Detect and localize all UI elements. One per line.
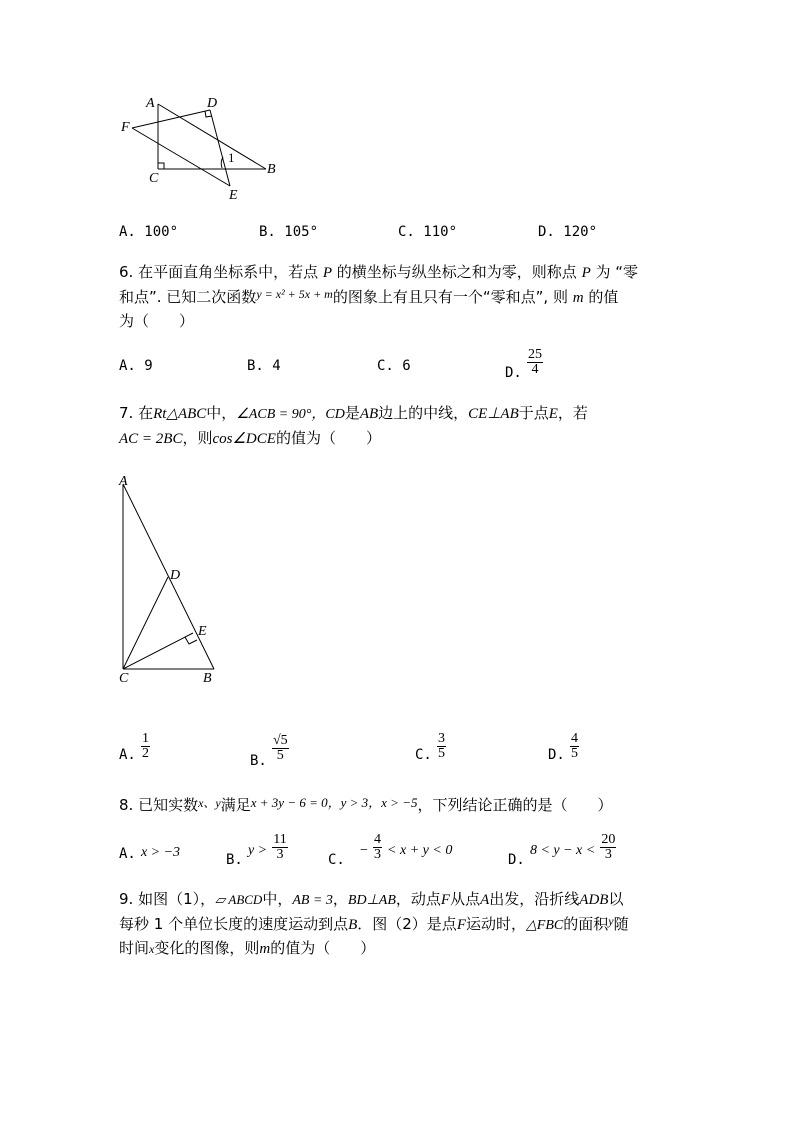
q7-option-c[interactable]	[415, 732, 446, 761]
q6-line-3: 为（ ）	[119, 312, 195, 330]
q6-line-1	[119, 261, 638, 282]
q7-text: 7. 在	[119, 404, 154, 422]
fraction-numerator: 1	[141, 731, 149, 746]
q6-function: y = x² + 5x + m	[256, 287, 333, 301]
q8-option-c[interactable]	[328, 832, 453, 868]
q7-text: 的值为（ ）	[275, 429, 381, 447]
q8-option-a-expr: x > −3	[140, 845, 181, 860]
q6-var-m: m	[572, 290, 584, 306]
q8-option-b[interactable]	[226, 832, 288, 868]
q8-option-d-label: D.	[508, 852, 525, 868]
q7-triangle: Rt△ABC	[153, 406, 207, 422]
q6-option-a[interactable]: A. 9	[119, 358, 153, 374]
q8-condition: x + 3y − 6 = 0，y > 3，x > −5	[250, 795, 418, 810]
q7-option-d-fraction	[570, 732, 579, 761]
q5-option-b[interactable]: B. 105°	[259, 224, 319, 240]
q7-text: 于点	[518, 404, 549, 422]
q9-f: F	[440, 892, 451, 908]
q6-text: 的图象上有且只有一个“零和点”, 则	[332, 288, 573, 306]
q7-line-2	[119, 427, 381, 448]
q8-option-a[interactable]	[119, 843, 180, 863]
q8-option-c-fraction	[373, 833, 382, 862]
q7-option-b[interactable]	[250, 733, 289, 769]
q8-option-d-fraction	[600, 833, 616, 862]
label-C: C	[149, 171, 159, 186]
q9-text: 随	[613, 915, 629, 933]
q7-text: ，则	[182, 429, 213, 447]
figure-q5-geometry	[110, 88, 290, 203]
q5-option-d[interactable]: D. 120°	[538, 224, 598, 240]
q9-line-1	[119, 888, 623, 909]
label-D: D	[207, 96, 218, 111]
label-D: D	[170, 568, 181, 583]
fraction-numerator: 3	[437, 731, 445, 746]
q7-text: ，若	[557, 404, 588, 422]
q8-xy: x、y	[198, 796, 221, 810]
right-angle-mark-E	[185, 637, 197, 644]
q6-text: 6. 在平面直角坐标系中，若点	[119, 263, 323, 281]
q7-option-c-fraction	[437, 732, 446, 761]
q6-option-d[interactable]	[505, 347, 543, 381]
q8-option-a-label: A.	[119, 846, 136, 862]
q9-ab: AB = 3	[292, 893, 333, 908]
q7-text: 中，	[206, 404, 237, 422]
q9-text: 的面积	[563, 915, 609, 933]
q7-angle: ∠ACB = 90°，CD	[236, 407, 345, 422]
q9-text: 以	[608, 890, 624, 908]
fraction-denominator: 5	[437, 746, 445, 761]
q6-text: 和点”. 已知二次函数	[119, 288, 257, 306]
fraction-denominator: 2	[141, 746, 149, 761]
q9-triangle: △FBC	[526, 918, 564, 933]
fraction-denominator: 4	[531, 362, 539, 377]
q9-text: 出发，沿折线	[489, 890, 580, 908]
segment-C-E	[123, 633, 193, 669]
label-E: E	[229, 188, 238, 203]
q9-text: 的值为（ ）	[270, 939, 376, 957]
figure-q7-triangle	[110, 470, 230, 690]
fraction-denominator: 5	[276, 748, 284, 763]
q8-option-c-label: C.	[328, 852, 345, 868]
q7-option-a-fraction	[141, 732, 150, 761]
fraction-denominator: 5	[570, 746, 578, 761]
q9-x: x	[149, 942, 155, 956]
fraction-numerator: 4	[373, 832, 381, 847]
q8-text: ，下列结论正确的是（ ）	[417, 796, 613, 814]
q9-line-2	[119, 913, 629, 934]
q8-option-d-expr: 8 < y − x <	[529, 843, 596, 858]
q7-option-c-label: C.	[415, 747, 432, 763]
fraction-numerator: 11	[273, 832, 287, 847]
segment-A-B	[158, 104, 266, 169]
q7-condition: AC = 2BC	[119, 431, 183, 447]
label-B: B	[203, 671, 212, 686]
q9-parallelogram: ▱ ABCD	[215, 892, 263, 907]
q9-text: 运动时，	[465, 915, 526, 933]
q9-adb: ADB	[579, 892, 609, 908]
q7-line-1	[119, 402, 588, 423]
q9-text: ．图（2）是点	[357, 915, 457, 933]
q7-option-b-fraction	[272, 734, 289, 763]
q6-option-d-label: D.	[505, 365, 522, 381]
segment-D-E	[210, 110, 230, 186]
q9-a: A	[480, 892, 490, 908]
q7-option-d[interactable]	[548, 732, 579, 761]
q9-text: 从点	[450, 890, 481, 908]
fraction-numerator: 4	[570, 731, 578, 746]
segment-C-D	[123, 577, 168, 669]
q7-e: E	[548, 406, 558, 422]
q8-line-1	[119, 794, 613, 815]
q6-var-p: P	[322, 265, 333, 281]
q7-text: 边上的中线，	[378, 404, 469, 422]
q9-f: F	[456, 917, 466, 933]
q8-option-c-minus: −	[359, 843, 368, 858]
fraction-denominator: 3	[604, 847, 612, 862]
label-B: B	[267, 162, 276, 177]
q8-option-b-expr: y >	[247, 843, 268, 858]
q6-text: 的值	[583, 288, 619, 306]
q6-line-2	[119, 286, 618, 307]
q8-option-c-expr: < x + y < 0	[387, 843, 453, 858]
label-angle-1: 1	[228, 150, 235, 165]
q9-text: 9. 如图（1），	[119, 890, 216, 908]
q7-text: 是	[344, 404, 360, 422]
label-C: C	[119, 671, 129, 686]
q7-option-b-label: B.	[250, 753, 267, 769]
q6-option-c[interactable]: C. 6	[377, 358, 411, 374]
right-angle-mark-C	[158, 163, 164, 169]
q8-option-d[interactable]	[508, 832, 616, 868]
q6-option-d-fraction	[527, 348, 543, 377]
label-E: E	[198, 624, 207, 639]
q5-option-c[interactable]: C. 110°	[398, 224, 458, 240]
q8-text: 满足	[220, 796, 251, 814]
fraction-denominator: 3	[276, 847, 284, 862]
q9-m: m	[259, 941, 271, 957]
q9-text: ，动点	[395, 890, 441, 908]
q7-ce: CE⊥AB	[468, 406, 519, 422]
fraction-denominator: 3	[373, 847, 381, 862]
segment-F-E	[132, 128, 230, 186]
q9-text: 中，	[262, 890, 293, 908]
label-F: F	[121, 120, 130, 135]
q6-text: 的横坐标与纵坐标之和为零，则称点	[332, 263, 582, 281]
q7-cos: cos∠DCE	[212, 431, 276, 447]
q8-text: 8. 已知实数	[119, 796, 199, 814]
fraction-numerator: √5	[272, 733, 288, 748]
q9-text: 每秒 1 个单位长度的速度运动到点	[119, 915, 349, 933]
q6-var-p: P	[581, 265, 591, 281]
q9-bd: BD⊥AB	[347, 893, 396, 908]
q5-option-a[interactable]: A. 100°	[119, 224, 179, 240]
label-A: A	[119, 474, 128, 489]
q9-text: 变化的图像，则	[154, 939, 260, 957]
q9-text: ，	[332, 890, 348, 908]
q7-option-d-label: D.	[548, 747, 565, 763]
segment-F-D	[132, 110, 210, 128]
q8-option-b-fraction	[272, 833, 287, 862]
q9-line-3	[119, 937, 375, 958]
q7-option-a[interactable]	[119, 732, 150, 761]
q7-option-a-label: A.	[119, 747, 136, 763]
fraction-numerator: 20	[601, 832, 616, 847]
q6-option-b[interactable]: B. 4	[247, 358, 281, 374]
q6-text: 为 “零	[590, 263, 639, 281]
q8-option-b-label: B.	[226, 852, 243, 868]
q9-b: B	[348, 917, 358, 933]
q7-ab: AB	[359, 406, 379, 422]
fraction-numerator: 25	[527, 347, 542, 362]
q9-y: y	[608, 914, 614, 928]
q9-text: 时间	[119, 939, 150, 957]
label-A: A	[146, 96, 155, 111]
